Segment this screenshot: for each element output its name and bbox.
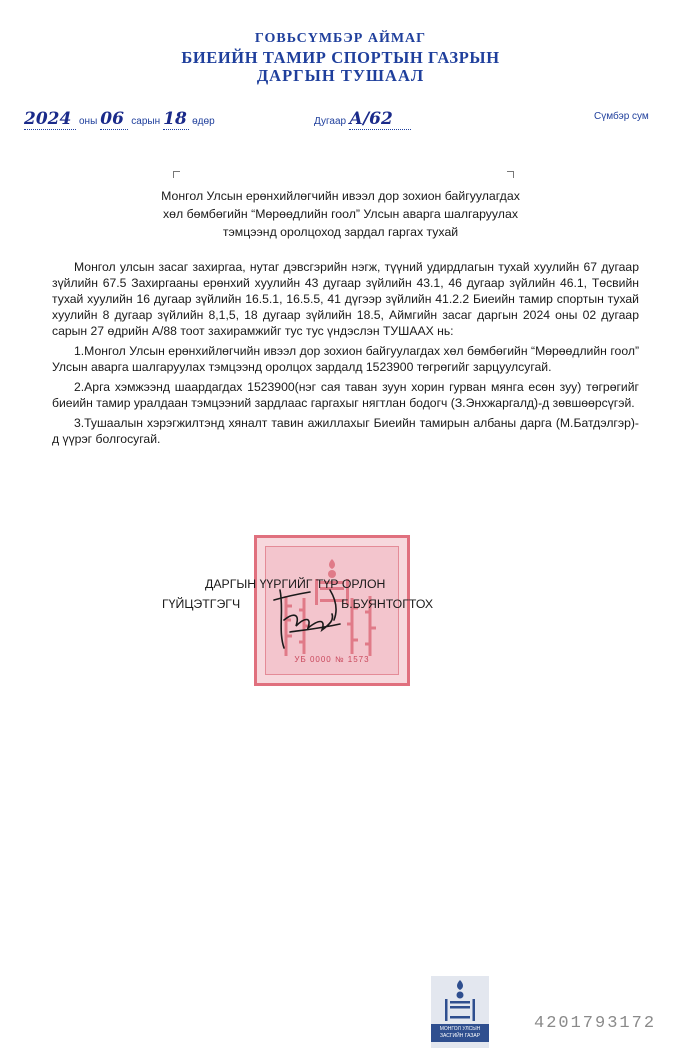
emblem-caption-line-2: ЗАСГИЙН ГАЗАР: [439, 1033, 481, 1039]
issue-place: Сүмбэр сум: [594, 111, 649, 122]
agency-name: БИЕИЙН ТАМИР СПОРТЫН ГАЗРЫН: [181, 48, 500, 67]
document-number-line: [311, 109, 411, 130]
aimag-name: ГОВЬСҮМБЭР АЙМАГ: [254, 31, 427, 46]
date-day: 18: [163, 109, 189, 130]
soyombo-logo-icon: [431, 976, 489, 1024]
month-label: сарын: [131, 116, 161, 127]
stamp-number: УБ 0000 № 1573: [294, 655, 370, 664]
signatory-name: Б.БУЯНТОГТОХ: [341, 597, 434, 611]
number-label: Дугаар: [314, 116, 347, 127]
emblem-caption: [431, 1024, 489, 1042]
document-number: А/62: [349, 109, 411, 130]
order-item-2: 2.Арга хэмжээнд шаардагдах 1523900(нэг сая таван зуун хорин гурван мянга есөн зуу) төгрөгийг биеийн тамир уралдаан тэмцээний зардлаас гаргахыг нягтлан бодогч (З.Энхжаргалд)-д зөвшөөрсүгэй.: [52, 380, 639, 410]
signatory-title-word: ГҮЙЦЭТГЭГЧ: [162, 597, 241, 611]
registration-number: 4201793172: [534, 1014, 657, 1033]
signatory-title-line-1: ДАРГЫН ҮҮРГИЙГ ТҮР ОРЛОН: [205, 577, 386, 591]
date-line: [24, 109, 218, 130]
handwritten-signature-icon: [270, 570, 360, 655]
legal-basis-paragraph: Монгол улсын засаг захиргаа, нутаг дэвсгэрийн нэгж, түүний удирдлагын тухай хуулийн 67 дугаар зүйлийн 67.5 Захиргааны ерөнхий хуулийн 43 дугаар зүйлийн 43.1, 46 дугаар зүйлийн 46.1, Төсвийн тухай хуулийн 16 дугаар зүйлийн 16.5.1, 16.5.5, 41 дүгээр зүйлийн 41.2.2 Биеийн тамир спортын тухай хуулийн 8 дугаар зүйлийн 8,1,5, 18 дугаар зүйлийн 18.5, Аймгийн засаг даргын 2024 оны 02 дугаар сарын 27 өдрийн А/88 тоот захирамжийг тус тус үндэслэн ТУШААХ нь:: [52, 260, 639, 338]
emblem-caption-line-1: МОНГОЛ УЛСЫН: [439, 1026, 481, 1032]
title-line-3: тэмцээнд оролцоход зардал гаргах тухай: [222, 225, 459, 239]
date-year: 2024: [24, 109, 76, 130]
document-type: ДАРГЫН ТУШААЛ: [256, 66, 425, 85]
year-label: оны: [79, 116, 98, 127]
order-item-1: 1.Монгол Улсын ерөнхийлөгчийн ивээл дор зохион байгуулагдах хөл бөмбөгийн “Мөрөөдлийн гоол” Улсын аварга шалгаруулах тэмцээнд оролцох зардалд 1523900 төгрөгийг зарцуулсугай.: [52, 344, 639, 374]
title-bracket-left: [173, 171, 180, 178]
title-bracket-right: [507, 171, 514, 178]
day-label: өдөр: [192, 116, 215, 127]
order-item-3: 3.Тушаалын хэрэгжилтэнд хяналт тавин ажиллахыг Биеийн тамирын албаны дарга (М.Батдэлгэр)-д үүрэг болгосугай.: [52, 416, 639, 446]
date-month: 06: [100, 109, 128, 130]
title-line-2: хөл бөмбөгийн “Мөрөөдлийн гоол” Улсын аварга шалгаруулах: [163, 207, 518, 221]
order-title: [60, 187, 621, 241]
title-line-1: Монгол Улсын ерөнхийлөгчийн ивээл дор зохион байгуулагдах: [161, 189, 520, 203]
order-body: [52, 259, 639, 447]
